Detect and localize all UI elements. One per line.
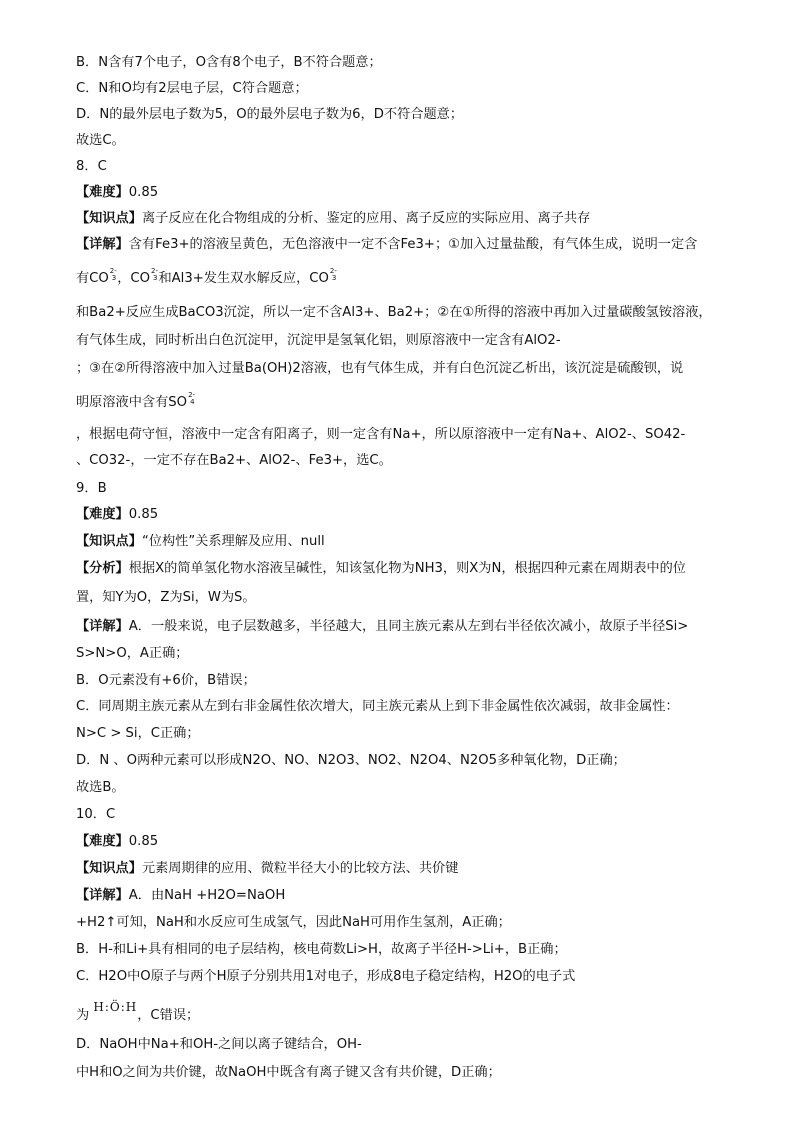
knowledge-label: 【知识点】	[76, 861, 142, 876]
detail-line	[76, 236, 697, 254]
knowledge-text: “位构性”关系理解及应用、null	[141, 534, 325, 549]
difficulty-label: 【难度】	[76, 834, 129, 849]
detail-line	[76, 618, 688, 636]
subscript: 3	[153, 274, 158, 282]
text-fragment: 有CO	[76, 271, 109, 286]
text-line: 故选C。	[76, 133, 125, 148]
difficulty-line	[76, 506, 158, 524]
text-line: B．H-和Li+具有相同的电子层结构，核电荷数Li>H，故离子半径H->Li+，B正确；	[76, 942, 567, 957]
knowledge-text: 元素周期律的应用、微粒半径大小的比较方法、共价键	[141, 861, 459, 876]
text-line	[76, 1000, 200, 1025]
detail-text: A．一般来说，电子层数越多，半径越大，且同主族元素从左到右半径依次减小，故原子半径Si>	[128, 619, 689, 634]
text-line: 中H和O之间为共价键，故NaOH中既含有离子键又含有共价键，D正确；	[76, 1065, 501, 1080]
text-line: D．N的最外层电子数为5，O的最外层电子数为6，D不符合题意；	[76, 107, 464, 122]
text-line: 和Ba2+反应生成BaCO3沉淀，所以一定不含Al3+、Ba2+；②在①所得的溶液中再加入过量碳酸氢铵溶液，	[76, 305, 712, 320]
detail-label: 【详解】	[76, 619, 129, 634]
superscript: 2-	[151, 267, 158, 275]
subscript: 3	[111, 274, 117, 282]
difficulty-value: 0.85	[128, 507, 159, 522]
question-number: 10．C	[76, 807, 116, 822]
text-line: B．O元素没有+6价，B错误；	[76, 673, 256, 688]
text-fragment: 为	[76, 1008, 90, 1023]
subscript: 3	[331, 274, 337, 282]
superscript: 2-	[188, 391, 196, 399]
difficulty-label: 【难度】	[76, 185, 129, 200]
text-fragment: 和Al3+发生双水解反应，CO	[158, 271, 329, 286]
text-line: B．N含有7个电子，O含有8个电子，B不符合题意；	[76, 55, 382, 70]
text-line: D．NaOH中Na+和OH-之间以离子键结合，OH-	[76, 1037, 362, 1052]
text-line: ，根据电荷守恒，溶液中一定含有阳离子，则一定含有Na+，所以原溶液中一定有Na+、AlO2-、SO42-	[76, 427, 686, 442]
difficulty-value: 0.85	[128, 834, 159, 849]
knowledge-line	[76, 210, 590, 228]
knowledge-label: 【知识点】	[76, 534, 142, 549]
difficulty-value: 0.85	[128, 185, 159, 200]
text-line: ；③在②所得溶液中加入过量Ba(OH)2溶液，也有气体生成，并有白色沉淀乙析出，该沉淀是硫酸钡，说	[76, 361, 684, 376]
text-line: 、CO32-，一定不存在Ba2+、AlO2-、Fe3+，选C。	[76, 453, 392, 468]
text-line: S>N>O，A正确；	[76, 646, 189, 661]
text-line: N>C > Si，C正确；	[76, 726, 200, 741]
detail-text: 含有Fe3+的溶液呈黄色，无色溶液中一定不含Fe3+；①加入过量盐酸，有气体生成，说明一定含	[128, 237, 698, 252]
text-line: 故选B。	[76, 780, 125, 795]
superscript: 2-	[329, 267, 337, 275]
knowledge-line	[76, 860, 458, 878]
difficulty-line	[76, 833, 158, 851]
detail-label: 【详解】	[76, 237, 129, 252]
difficulty-line	[76, 184, 158, 202]
knowledge-text: 离子反应在化合物组成的分析、鉴定的应用、离子反应的实际应用、离子共存	[141, 211, 591, 226]
text-line: 有气体生成，同时析出白色沉淀甲，沉淀甲是氢氧化铝，则原溶液中一定含有AlO2-	[76, 333, 561, 348]
text-line: C．同周期主族元素从左到右非金属性依次增大，同主族元素从上到下非金属性依次减弱，故非金属性：	[76, 699, 679, 714]
text-line: 置，知Y为O，Z为Si，W为S。	[76, 590, 256, 605]
difficulty-label: 【难度】	[76, 507, 129, 522]
detail-text: A．由NaH +H2O=NaOH	[128, 888, 286, 903]
subscript: 4	[190, 398, 195, 406]
superscript: 2-	[109, 267, 117, 275]
analysis-line	[76, 560, 686, 578]
question-number: 8．C	[76, 159, 107, 174]
detail-label: 【详解】	[76, 888, 129, 903]
text-line: D．N 、O两种元素可以形成N2O、NO、N2O3、NO2、N2O4、N2O5多种氧化物，D正确；	[76, 753, 626, 768]
text-fragment: ，CO	[117, 271, 151, 286]
text-line: C．H2O中O原子与两个H原子分别共用1对电子，形成8电子稳定结构，H2O的电子式	[76, 969, 576, 984]
knowledge-label: 【知识点】	[76, 211, 142, 226]
text-fragment: ，C错误；	[137, 1008, 200, 1023]
text-line	[76, 267, 337, 289]
detail-line	[76, 887, 285, 905]
text-line: +H2↑可知，NaH和水反应可生成氢气，因此NaH可用作生氢剂，A正确；	[76, 915, 511, 930]
electron-formula: H:Ö:H	[93, 1000, 138, 1014]
analysis-text: 根据X的简单氢化物水溶液呈碱性，知该氢化物为NH3，则X为N，根据四种元素在周期表中的位	[128, 561, 686, 576]
text-fragment: 明原溶液中含有SO	[76, 395, 188, 410]
text-line	[76, 391, 196, 413]
text-line: C．N和O均有2层电子层，C符合题意；	[76, 81, 308, 96]
question-number: 9．B	[76, 481, 107, 496]
knowledge-line	[76, 533, 325, 551]
analysis-label: 【分析】	[76, 561, 129, 576]
